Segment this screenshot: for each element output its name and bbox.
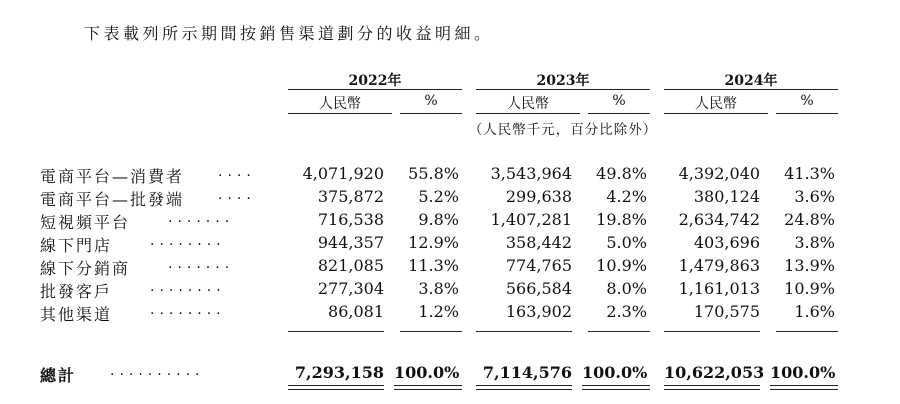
leader-dots: .... bbox=[218, 164, 256, 180]
total-double-rule bbox=[288, 385, 384, 390]
row-label: 線下分銷商 bbox=[40, 259, 131, 278]
cell-pct-2024: 41.3% bbox=[784, 164, 835, 183]
cell-pct-2022: 1.2% bbox=[418, 302, 459, 321]
total-double-rule bbox=[582, 385, 650, 390]
cell-pct-2023: 5.0% bbox=[606, 233, 647, 252]
cell-pct-2023: 19.8% bbox=[596, 210, 647, 229]
col-header-rmb-2024: 人民幣 bbox=[695, 96, 737, 112]
year-header-2023: 2023年 bbox=[536, 73, 590, 89]
subtotal-rule bbox=[400, 331, 462, 332]
col-underline bbox=[776, 113, 838, 114]
col-header-pct-2022: % bbox=[424, 93, 438, 109]
cell-rmb-2023: 1,407,281 bbox=[490, 210, 572, 229]
col-header-rmb-2022: 人民幣 bbox=[319, 96, 361, 112]
cell-rmb-2024: 1,161,013 bbox=[678, 279, 760, 298]
row-label: 線下門店 bbox=[40, 236, 113, 255]
year-header-2022: 2022年 bbox=[348, 73, 402, 89]
cell-pct-2024: 10.9% bbox=[784, 279, 835, 298]
row-label: 電商平台—消費者 bbox=[40, 167, 185, 186]
total-double-rule bbox=[476, 385, 572, 390]
total-rmb-2023: 7,114,576 bbox=[482, 363, 572, 382]
total-pct-2024: 100.0% bbox=[770, 363, 836, 382]
intro-text: 下表載列所示期間按銷售渠道劃分的收益明細。 bbox=[84, 24, 494, 43]
cell-pct-2024: 13.9% bbox=[784, 256, 835, 275]
cell-rmb-2023: 299,638 bbox=[505, 187, 572, 206]
total-pct-2023: 100.0% bbox=[582, 363, 648, 382]
col-underline bbox=[476, 113, 580, 114]
cell-rmb-2023: 163,902 bbox=[505, 302, 572, 321]
subtotal-rule bbox=[288, 331, 384, 332]
cell-pct-2022: 9.8% bbox=[418, 210, 459, 229]
cell-rmb-2022: 716,538 bbox=[317, 210, 384, 229]
subtotal-rule bbox=[776, 331, 838, 332]
leader-dots: ........ bbox=[150, 302, 226, 318]
cell-pct-2022: 12.9% bbox=[408, 233, 459, 252]
col-underline bbox=[664, 113, 768, 114]
year-header-2024: 2024年 bbox=[724, 73, 778, 89]
col-underline bbox=[588, 113, 650, 114]
cell-rmb-2024: 403,696 bbox=[693, 233, 760, 252]
year-underline-2023 bbox=[476, 89, 650, 90]
cell-rmb-2022: 944,357 bbox=[317, 233, 384, 252]
cell-pct-2022: 11.3% bbox=[408, 256, 459, 275]
cell-rmb-2022: 277,304 bbox=[317, 279, 384, 298]
cell-pct-2024: 24.8% bbox=[784, 210, 835, 229]
cell-pct-2023: 2.3% bbox=[606, 302, 647, 321]
cell-rmb-2023: 358,442 bbox=[505, 233, 572, 252]
cell-pct-2022: 5.2% bbox=[418, 187, 459, 206]
col-underline bbox=[400, 113, 462, 114]
total-double-rule bbox=[664, 385, 760, 390]
cell-pct-2024: 3.6% bbox=[794, 187, 835, 206]
cell-pct-2023: 10.9% bbox=[596, 256, 647, 275]
cell-rmb-2024: 380,124 bbox=[693, 187, 760, 206]
total-double-rule bbox=[770, 385, 838, 390]
col-header-pct-2023: % bbox=[612, 93, 626, 109]
row-label: 短視頻平台 bbox=[40, 213, 131, 232]
year-underline-2024 bbox=[664, 89, 838, 90]
cell-rmb-2024: 170,575 bbox=[693, 302, 760, 321]
row-label: 電商平台—批發端 bbox=[40, 190, 185, 209]
total-rmb-2022: 7,293,158 bbox=[294, 363, 384, 382]
leader-dots: ....... bbox=[168, 210, 235, 226]
cell-pct-2022: 55.8% bbox=[408, 164, 459, 183]
cell-rmb-2022: 821,085 bbox=[317, 256, 384, 275]
cell-rmb-2023: 3,543,964 bbox=[490, 164, 572, 183]
leader-dots: ........ bbox=[150, 233, 226, 249]
cell-pct-2024: 1.6% bbox=[794, 302, 835, 321]
total-double-rule bbox=[394, 385, 462, 390]
cell-pct-2023: 8.0% bbox=[606, 279, 647, 298]
col-underline bbox=[288, 113, 392, 114]
cell-rmb-2022: 86,081 bbox=[328, 302, 384, 321]
leader-dots: .... bbox=[218, 187, 256, 203]
cell-rmb-2024: 1,479,863 bbox=[678, 256, 760, 275]
cell-pct-2023: 4.2% bbox=[606, 187, 647, 206]
leader-dots: ....... bbox=[168, 256, 235, 272]
cell-rmb-2023: 774,765 bbox=[505, 256, 572, 275]
year-underline-2022 bbox=[288, 89, 462, 90]
total-pct-2022: 100.0% bbox=[394, 363, 460, 382]
cell-rmb-2024: 2,634,742 bbox=[678, 210, 760, 229]
unit-note: （人民幣千元，百分比除外） bbox=[468, 122, 658, 138]
col-header-rmb-2023: 人民幣 bbox=[507, 96, 549, 112]
cell-pct-2023: 49.8% bbox=[596, 164, 647, 183]
leader-dots: .......... bbox=[110, 363, 205, 379]
row-label: 其他渠道 bbox=[40, 305, 113, 324]
subtotal-rule bbox=[664, 331, 760, 332]
cell-pct-2022: 3.8% bbox=[418, 279, 459, 298]
col-header-pct-2024: % bbox=[800, 93, 814, 109]
subtotal-rule bbox=[476, 331, 572, 332]
cell-rmb-2023: 566,584 bbox=[505, 279, 572, 298]
cell-rmb-2022: 4,071,920 bbox=[302, 164, 384, 183]
cell-pct-2024: 3.8% bbox=[794, 233, 835, 252]
cell-rmb-2022: 375,872 bbox=[317, 187, 384, 206]
total-rmb-2024: 10,622,053 bbox=[664, 363, 765, 382]
row-label: 批發客戶 bbox=[40, 282, 113, 301]
subtotal-rule bbox=[588, 331, 650, 332]
leader-dots: ........ bbox=[150, 279, 226, 295]
cell-rmb-2024: 4,392,040 bbox=[678, 164, 760, 183]
total-label: 總計 bbox=[40, 366, 77, 385]
